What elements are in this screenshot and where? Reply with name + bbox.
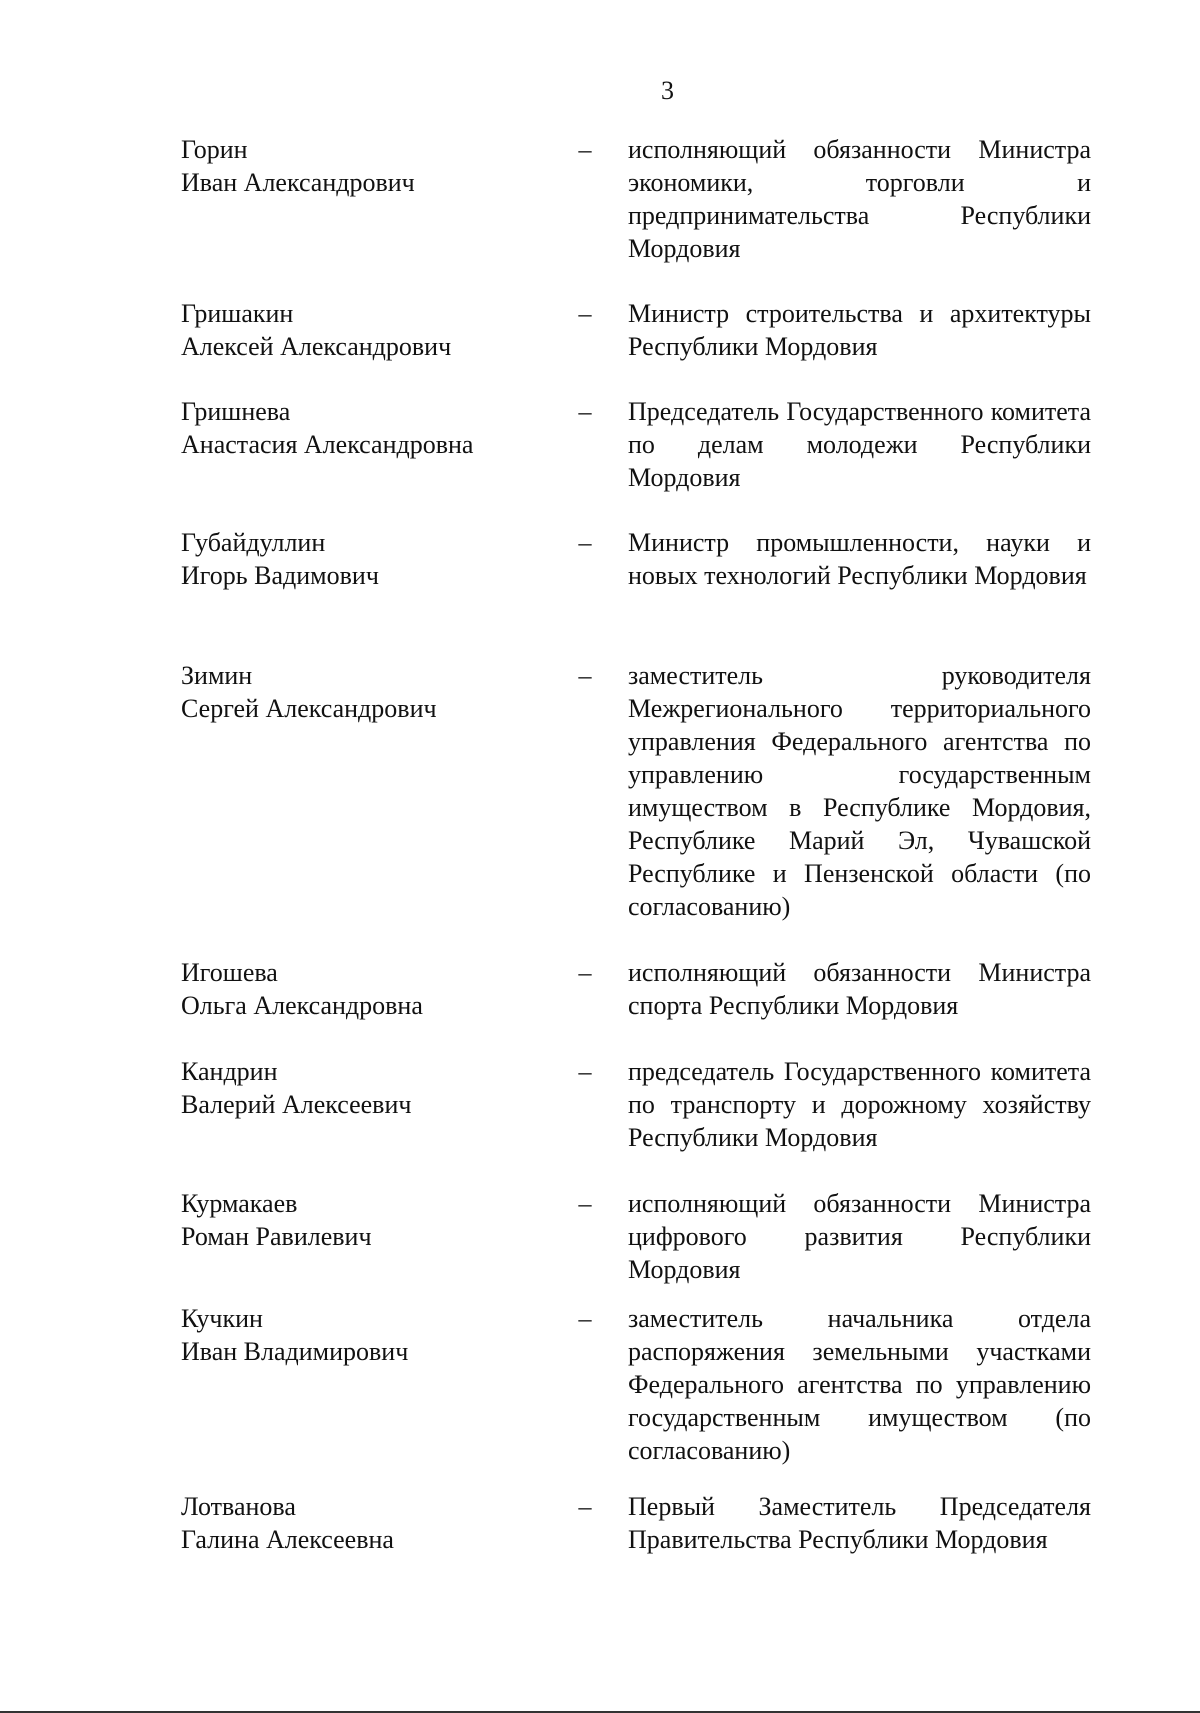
member-name [181,133,541,199]
separator-dash: – [578,528,592,557]
member-name [181,297,541,363]
separator-dash: – [578,397,592,426]
member-surname: Гришнева [181,397,291,426]
member-given-name: Сергей Александрович [181,694,437,723]
member-surname: Губайдуллин [181,528,326,557]
member-given-name: Ольга Александровна [181,991,423,1020]
member-given-name: Валерий Алексеевич [181,1090,412,1119]
member-surname: Лотванова [181,1492,296,1521]
page-number: 3 [661,76,674,105]
member-role: Министр строительства и архитектуры Республики Мордовия [628,299,1091,361]
member-name [181,1055,541,1121]
member-given-name: Галина Алексеевна [181,1525,394,1554]
member-surname: Игошева [181,958,278,987]
member-surname: Горин [181,135,248,164]
separator-dash: – [578,958,592,987]
member-given-name: Иван Александрович [181,168,415,197]
member-role: заместитель руководителя Межрегионального территориального управления Федерального агентства по управлению государственным имуществом в Республике Мордовия, Республике Марий Эл, Чувашской Республике и Пензенской области (по согласованию) [628,661,1091,921]
separator-dash: – [578,135,592,164]
separator-dash: – [578,299,592,328]
member-given-name: Алексей Александрович [181,332,452,361]
separator-dash: – [578,1057,592,1086]
member-role: Министр промышленности, науки и новых технологий Республики Мордовия [628,528,1091,590]
member-given-name: Игорь Вадимович [181,561,379,590]
member-name [181,526,541,592]
member-surname: Зимин [181,661,253,690]
separator-dash: – [578,661,592,690]
member-name [181,1187,541,1253]
separator-dash: – [578,1492,592,1521]
member-role: заместитель начальника отдела распоряжения земельными участками Федерального агентства по управлению государственным имуществом (по согласованию) [628,1304,1091,1465]
member-given-name: Роман Равилевич [181,1222,372,1251]
member-role: председатель Государственного комитета по транспорту и дорожному хозяйству Республики Мордовия [628,1057,1091,1152]
member-surname: Кучкин [181,1304,263,1333]
member-given-name: Иван Владимирович [181,1337,409,1366]
separator-dash: – [578,1189,592,1218]
member-name [181,956,541,1022]
member-given-name: Анастасия Александровна [181,430,474,459]
member-name [181,395,541,461]
member-role: исполняющий обязанности Министра спорта Республики Мордовия [628,958,1091,1020]
member-role: исполняющий обязанности Министра цифрового развития Республики Мордовия [628,1189,1091,1284]
member-surname: Кандрин [181,1057,278,1086]
member-name [181,1490,541,1556]
member-role: исполняющий обязанности Министра экономики, торговли и предпринимательства Республики Мордовия [628,135,1091,263]
member-surname: Гришакин [181,299,294,328]
member-surname: Курмакаев [181,1189,298,1218]
member-role: Первый Заместитель Председателя Правительства Республики Мордовия [628,1492,1091,1554]
member-role: Председатель Государственного комитета по делам молодежи Республики Мордовия [628,397,1091,492]
member-name [181,1302,541,1368]
member-name [181,659,541,725]
separator-dash: – [578,1304,592,1333]
